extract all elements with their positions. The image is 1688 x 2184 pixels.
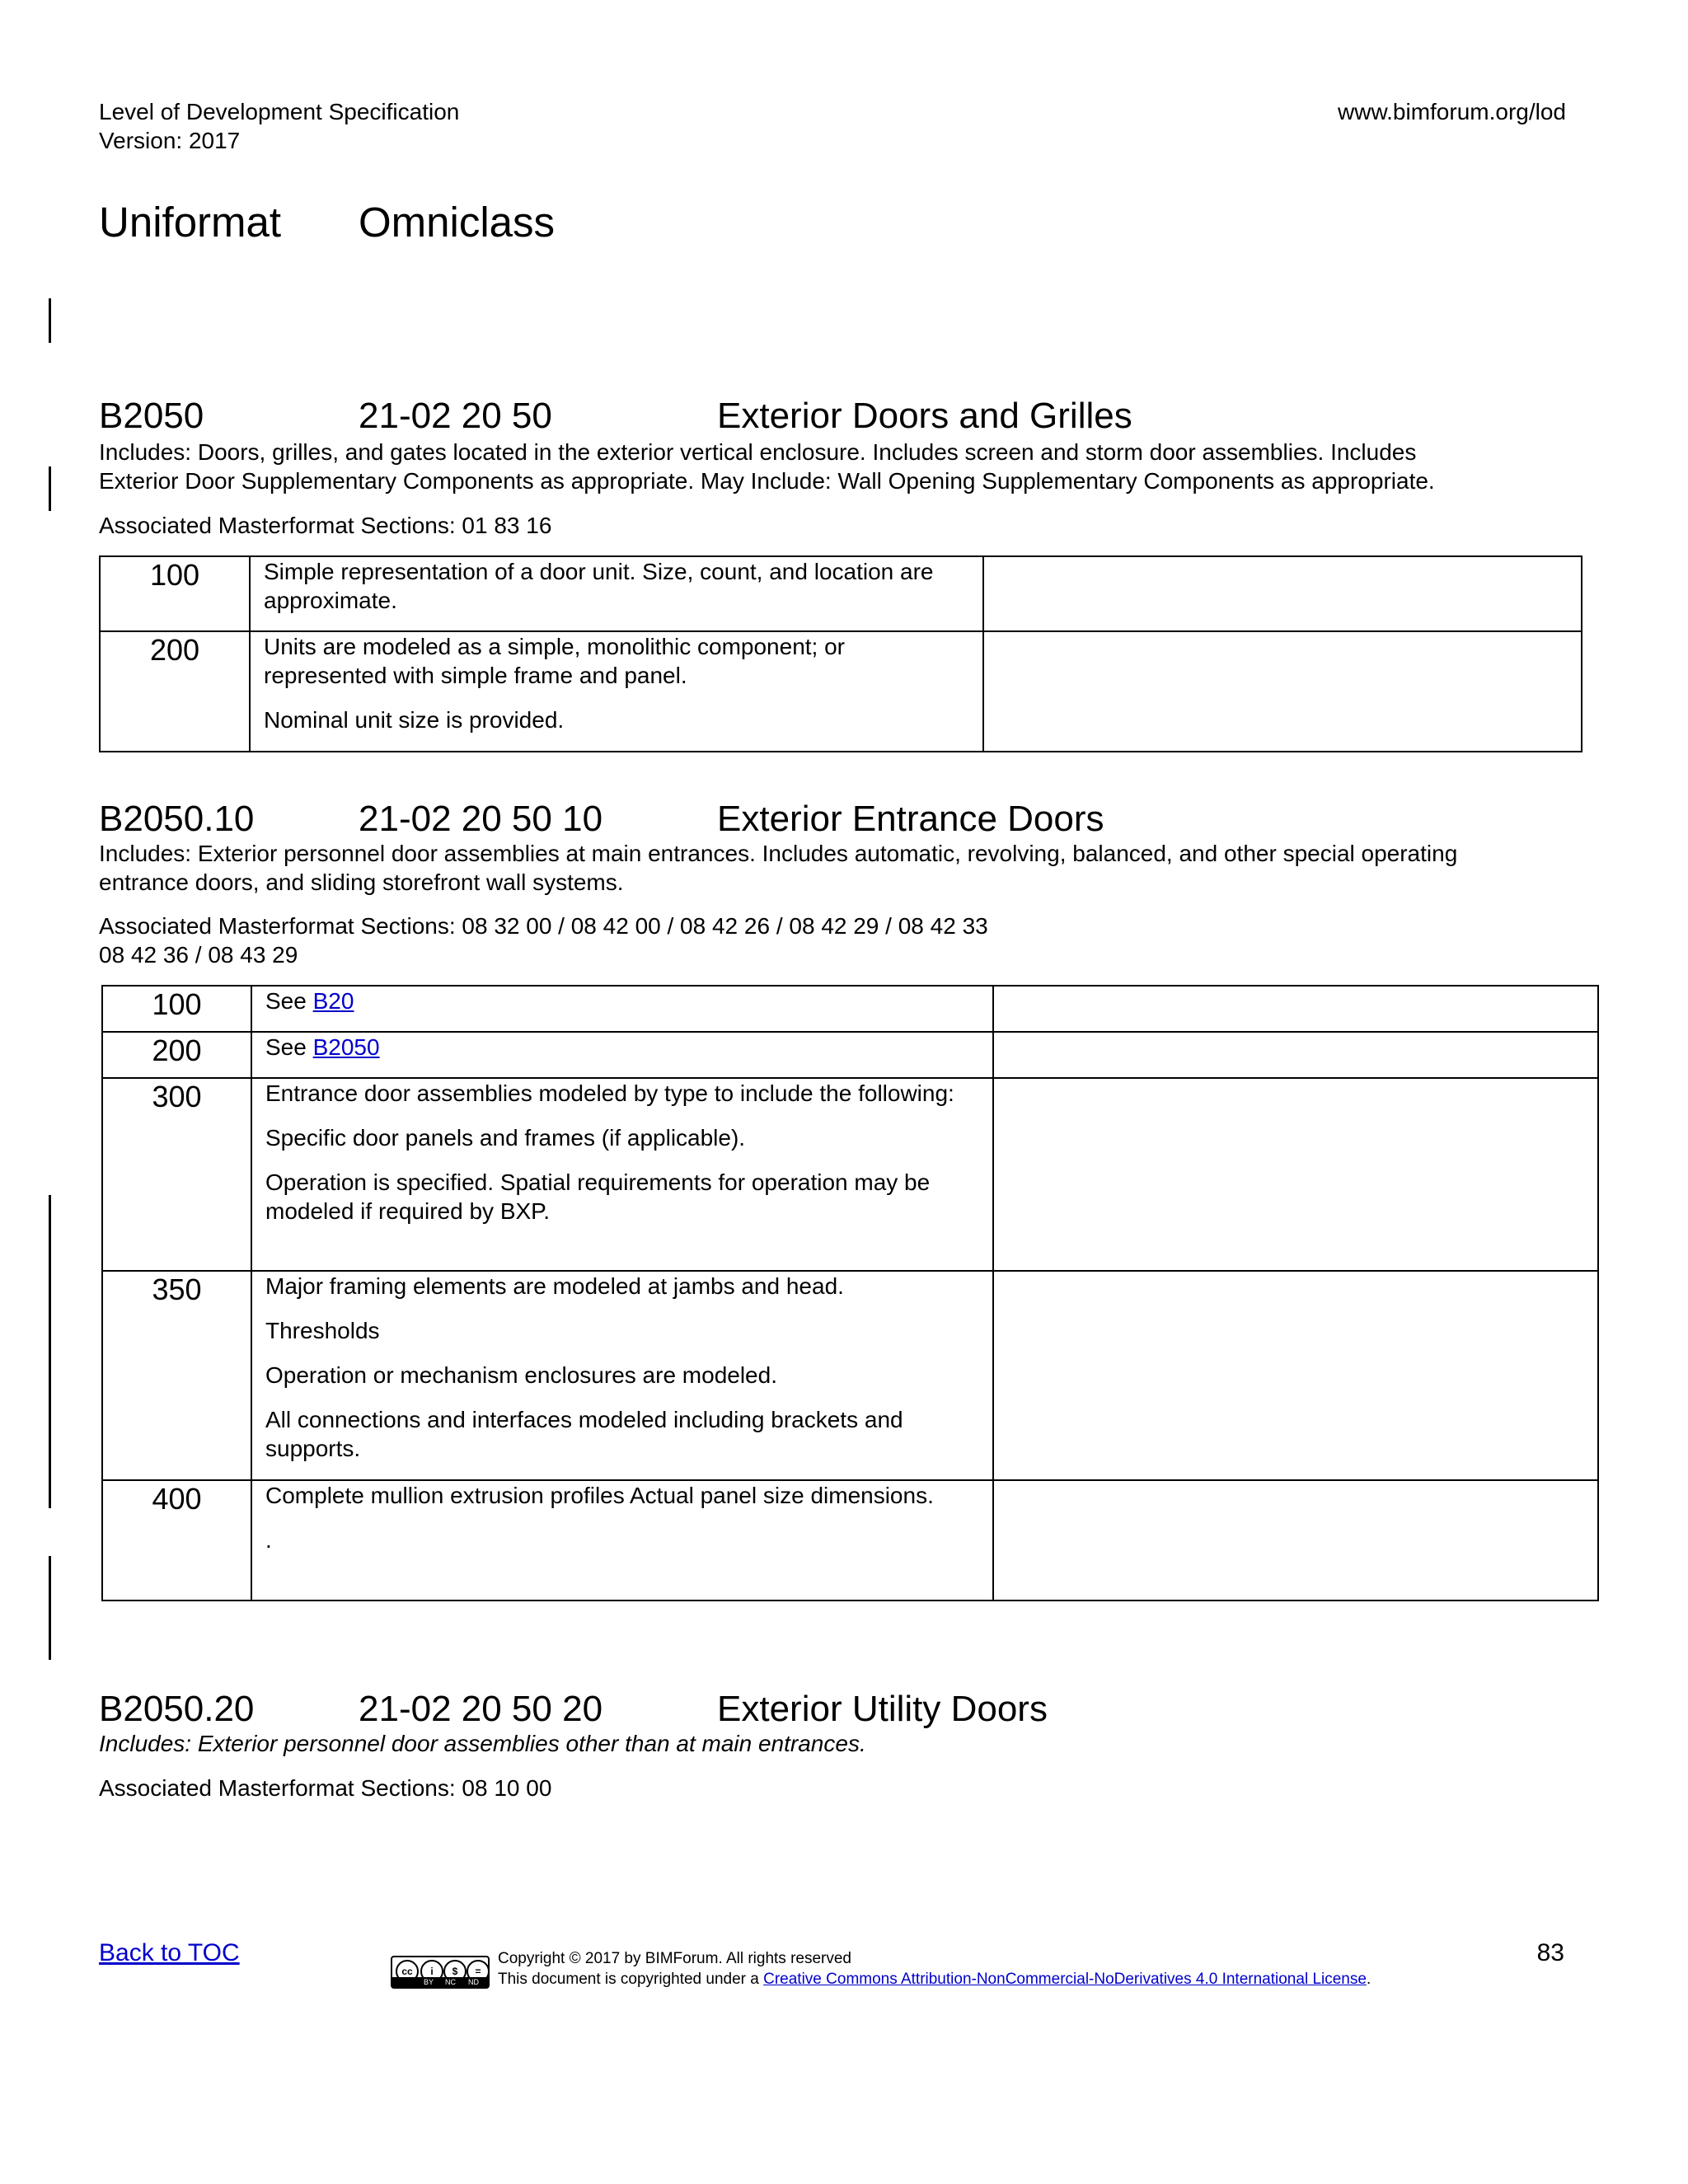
lod-level: 100: [100, 556, 250, 631]
lod-notes: [983, 631, 1582, 752]
description-paragraph: Thresholds: [265, 1318, 380, 1343]
change-bar: [49, 298, 51, 343]
description-paragraph: Operation or mechanism enclosures are modeled.: [265, 1362, 777, 1388]
description-paragraph: Major framing elements are modeled at jambs and head.: [265, 1273, 844, 1299]
cc-icon: cc: [396, 1960, 419, 1983]
section-code: B2050.10: [99, 799, 255, 839]
section-omniclass: 21-02 20 50 10: [359, 799, 603, 839]
description-paragraph: Simple representation of a door unit. Size, count, and location are approximate.: [264, 559, 934, 613]
copyright-notice: Copyright © 2017 by BIMForum. All rights reserved: [498, 1950, 852, 1967]
license-prefix: This document is copyrighted under a: [498, 1971, 764, 1988]
description-paragraph: Units are modeled as a simple, monolithic component; or represented with simple frame and panel.: [264, 634, 846, 688]
badge-label-band: [392, 1977, 488, 1987]
lod-description: [251, 1032, 993, 1078]
table-row: [100, 556, 1582, 631]
column-heading-uniformat: Uniformat: [99, 199, 282, 246]
change-bar: [49, 466, 51, 511]
badge-label: ND: [468, 1978, 479, 1986]
document-version: Version: 2017: [99, 128, 241, 153]
lod-table: [101, 985, 1599, 1601]
masterformat-sections: Associated Masterformat Sections: 08 32 00 / 08 42 00 / 08 42 26 / 08 42 29 / 08 42 33: [99, 913, 988, 939]
lod-level: 350: [102, 1271, 251, 1480]
table-row: [102, 1032, 1598, 1078]
nc-icon: $: [443, 1960, 467, 1983]
lod-description: [251, 1078, 993, 1271]
section-code: B2050: [99, 396, 204, 436]
badge-label: BY: [424, 1978, 434, 1986]
section-includes: Includes: Exterior personnel door assemblies other than at main entrances.: [99, 1731, 866, 1756]
description-paragraph: .: [265, 1527, 272, 1553]
lod-notes: [993, 1271, 1598, 1480]
description-paragraph: Entrance door assemblies modeled by type to include the following:: [265, 1080, 954, 1106]
license-link[interactable]: Creative Commons Attribution-NonCommercial-NoDerivatives 4.0 International License: [763, 1971, 1367, 1988]
see-link-b20[interactable]: B20: [312, 988, 354, 1014]
lod-level: 300: [102, 1078, 251, 1271]
section-includes-line: entrance doors, and sliding storefront wall systems.: [99, 869, 624, 895]
lod-notes: [983, 556, 1582, 631]
table-row: [100, 631, 1582, 752]
description-paragraph: All connections and interfaces modeled including brackets and supports.: [265, 1407, 903, 1461]
lod-notes: [993, 1078, 1598, 1271]
column-heading-omniclass: Omniclass: [359, 199, 556, 246]
header-url: www.bimforum.org/lod: [1338, 99, 1566, 124]
lod-level: 200: [100, 631, 250, 752]
section-title: Exterior Doors and Grilles: [717, 396, 1132, 436]
section-includes-line: Exterior Door Supplementary Components as appropriate. May Include: Wall Opening Supplementary Components as appropriate.: [99, 468, 1435, 494]
nd-icon: =: [467, 1960, 490, 1983]
description-paragraph: Operation is specified. Spatial requirements for operation may be modeled if required by BXP.: [265, 1169, 931, 1224]
section-code: B2050.20: [99, 1689, 255, 1729]
section-includes-line: Includes: Exterior personnel door assemblies at main entrances. Includes automatic, revolving, balanced, and other special operating: [99, 841, 1458, 866]
section-omniclass: 21-02 20 50 20: [359, 1689, 603, 1729]
table-row: [102, 986, 1598, 1032]
masterformat-sections: Associated Masterformat Sections: 01 83 16: [99, 513, 552, 538]
lod-description: [250, 631, 983, 752]
table-row: [102, 1078, 1598, 1271]
see-label: See: [265, 988, 313, 1014]
see-link-b2050[interactable]: B2050: [312, 1034, 380, 1060]
lod-table: [99, 555, 1582, 752]
see-label: See: [265, 1034, 313, 1060]
creative-commons-badge-icon: [391, 1956, 490, 1989]
section-title: Exterior Utility Doors: [717, 1689, 1048, 1729]
page-number: 83: [1536, 1939, 1564, 1966]
section-omniclass: 21-02 20 50: [359, 396, 552, 436]
masterformat-sections: Associated Masterformat Sections: 08 10 00: [99, 1775, 552, 1801]
license-suffix: .: [1366, 1971, 1372, 1988]
lod-notes: [993, 986, 1598, 1032]
lod-description: [251, 1271, 993, 1480]
by-icon: i: [420, 1960, 443, 1983]
description-paragraph: Specific door panels and frames (if applicable).: [265, 1125, 746, 1151]
masterformat-sections: 08 42 36 / 08 43 29: [99, 942, 298, 968]
section-title: Exterior Entrance Doors: [717, 799, 1104, 839]
lod-notes: [993, 1032, 1598, 1078]
table-row: [102, 1480, 1598, 1601]
lod-level: 200: [102, 1032, 251, 1078]
table-row: [102, 1271, 1598, 1480]
change-bar: [49, 1195, 51, 1508]
license-notice: [498, 1969, 1371, 1990]
lod-notes: [993, 1480, 1598, 1601]
change-bar: [49, 1556, 51, 1660]
description-paragraph: Complete mullion extrusion profiles Actual panel size dimensions.: [265, 1483, 934, 1508]
lod-description: [250, 556, 983, 631]
description-paragraph: Nominal unit size is provided.: [264, 707, 565, 733]
lod-level: 400: [102, 1480, 251, 1601]
lod-level: 100: [102, 986, 251, 1032]
lod-description: [251, 1480, 993, 1601]
section-includes-line: Includes: Doors, grilles, and gates located in the exterior vertical enclosure. Includes screen and storm door assemblies. Includes: [99, 439, 1417, 465]
lod-description: [251, 986, 993, 1032]
document-title: Level of Development Specification: [99, 99, 460, 124]
badge-label: NC: [445, 1978, 456, 1986]
back-to-toc-link[interactable]: Back to TOC: [99, 1939, 240, 1966]
